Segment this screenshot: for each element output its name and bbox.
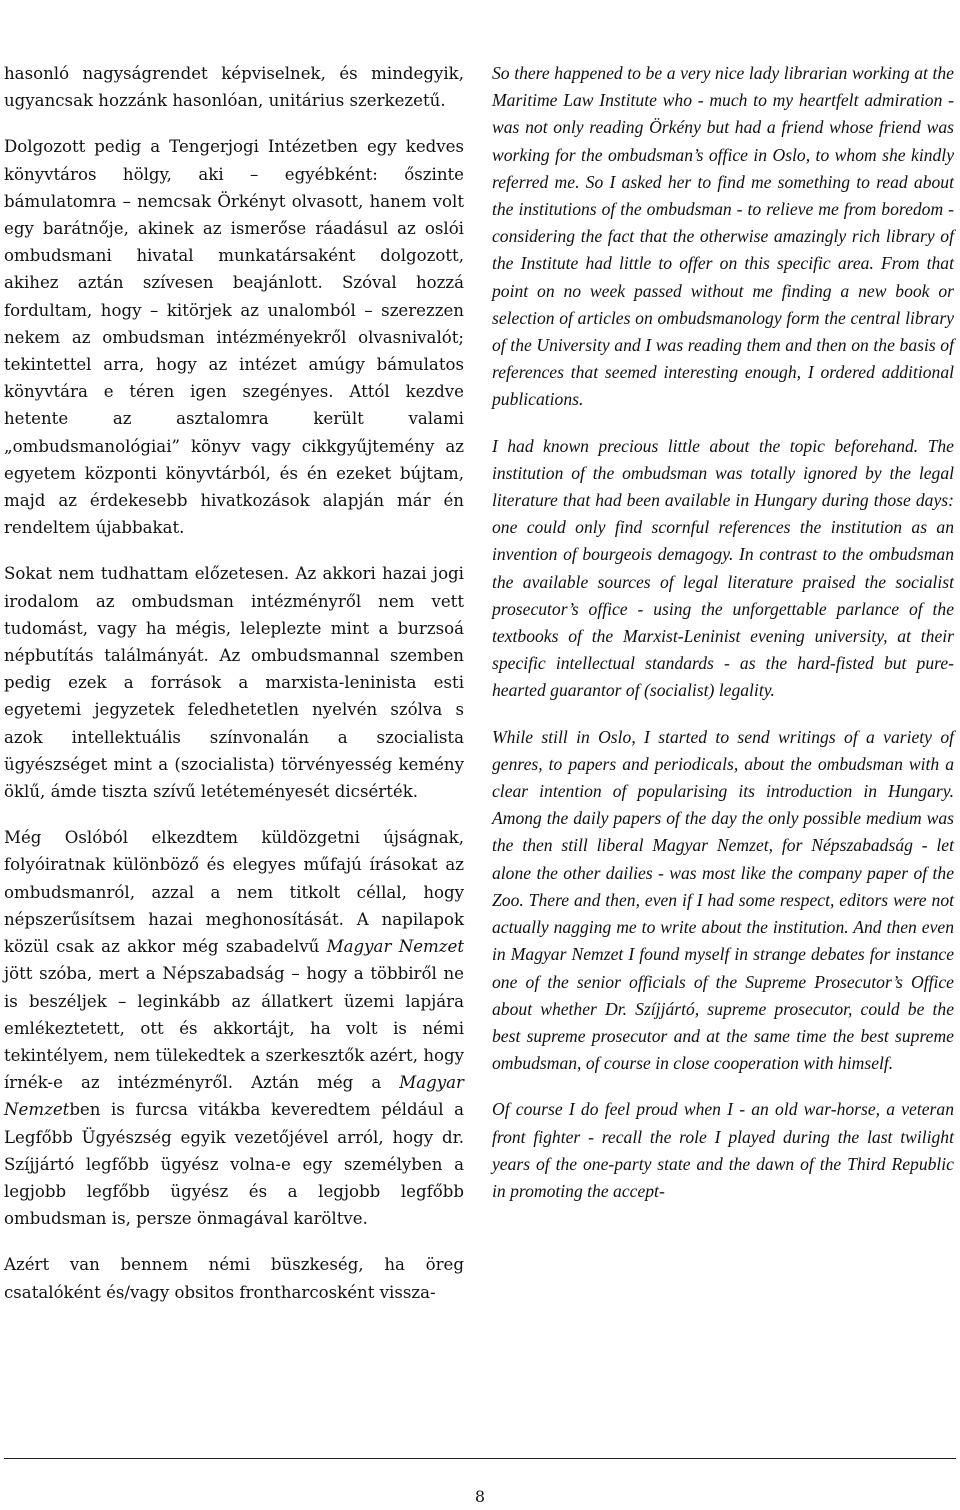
english-paragraph-3: While still in Oslo, I started to send writings of a variety of genres, to papers and periodicals, about the ombudsman with a clear intention of popularising its introduction in Hungary. Among the daily papers of the day the only possible medium was the then still liberal Magyar Nemzet, for Népszabadság - let alone the other dailies - was most like the company paper of the Zoo. There and then, even if I had some respect, editors were not actually nagging me to write about the institution. And then even in Magyar Nemzet I found myself in strange debates for instance one of the senior officials of the Supreme Prosecutor’s Office about whether Dr. Szíjjártó, supreme prosecutor, could be the best supreme prosecutor and at the same time the best supreme ombudsman, of course in close cooperation with himself. xyxy=(492,726,954,1074)
newspaper-title-magyar-nemzet: Magyar Nemzet xyxy=(326,937,465,957)
hungarian-paragraph-3: Sokat nem tudhattam előzetesen. Az akkori hazai jogi irodalom az ombudsman intézményről nem vett tudomást, vagy ha mégis, leleplezte mint a burzsoá népbutítás találmányát. Az ombudsmannal szemben pedig ezek a források a marxista-leninista esti egyetemi jegyzetek feledhetetlen nyelvén szólva s azok intellektuális színvonalán a szocialista ügyészséget mint a (szocialista) törvényesség kemény öklű, ámde tiszta szívű letéteményesét dicsérték. xyxy=(4,564,464,802)
english-paragraph-4: Of course I do feel proud when I - an old war-horse, a veteran front fighter - recall the role I played during the last twilight years of the one-party state and the dawn of the Third Republic in promoting the accept- xyxy=(492,1099,954,1201)
footer-divider xyxy=(4,1458,956,1459)
english-paragraph-2: I had known precious little about the topic beforehand. The institution of the ombudsman was totally ignored by the legal literature that had been available in Hungary during those days: one could only find scornful references the institution as an invention of bourgeois demagogy. In contrast to the ombudsman the available sources of legal literature praised the socialist prosecutor’s office - using the unforgettable parlance of the textbooks of the Marxist-Leninist evening university, at their specific intellectual standards - as the hard-fisted but pure-hearted guarantor of (socialist) legality. xyxy=(492,435,954,701)
english-text-column xyxy=(492,60,954,1224)
hungarian-paragraph-4 xyxy=(4,824,464,1232)
page-number: 8 xyxy=(474,1487,486,1506)
paragraph-4-part-b: jött szóba, mert a Népszabadság – hogy a többiről ne is beszéljek – leginkább az állatkert üzemi lapjára emlékeztetett, ott és akkortájt, ha volt is némi tekintélyem, nem tülekedtek a szerkesztők azért, hogy írnék-e az intézményről. Aztán még a xyxy=(4,964,464,1093)
newspaper-title-magyar-nemzet-2: Magyar Nemzet xyxy=(4,1073,464,1120)
hungarian-text-column xyxy=(4,60,464,1325)
hungarian-paragraph-1: hasonló nagyságrendet képviselnek, és mindegyik, ugyancsak hozzánk hasonlóan, unitárius szerkezetű. xyxy=(4,64,464,111)
english-paragraph-1: So there happened to be a very nice lady librarian working at the Maritime Law Institute who - much to my heartfelt admiration - was not only reading Örkény but had a friend whose friend was working for the ombudsman’s office in Oslo, to whom she kindly referred me. So I asked her to find me something to read about the institutions of the ombudsman - to relieve me from boredom - considering the fact that the otherwise amazingly rich library of the Institute had little to offer on this specific area. From that point on no week passed without me finding a new book or selection of articles on ombudsmanology form the central library of the University and I was reading them and then on the basis of references that seemed interesting enough, I ordered additional publications. xyxy=(492,63,954,410)
paragraph-4-part-c: ben is furcsa vitákba keveredtem például a Legfőbb Ügyészség egyik vezetőjével arról, hogy dr. Szíjjártó legfőbb ügyész volna-e egy személyben a legjobb legfőbb ügyész és a legjobb legfőbb ombudsman is, persze önmagával karöltve. xyxy=(4,1100,464,1229)
hungarian-paragraph-5: Azért van bennem némi büszkeség, ha öreg csatalóként és/vagy obsitos frontharcosként vissza- xyxy=(4,1255,464,1302)
paragraph-4-part-a: Még Oslóból elkezdtem küldözgetni újságnak, folyóiratnak különböző és elegyes műfajú írásokat az ombudsmanról, azzal a nem titkolt céllal, hogy népszerűsítsem hazai meghonosítását. A napilapok közül csak az akkor még szabadelvű xyxy=(4,828,464,957)
hungarian-paragraph-2: Dolgozott pedig a Tengerjogi Intézetben egy kedves könyvtáros hölgy, aki – egyébként: őszinte bámulatomra – nemcsak Örkényt olvasott, hanem volt egy barátnője, akinek az ismerőse ráadásul az oslói ombudsmani hivatal munkatársaként dolgozott, akihez aztán szívesen beajánlott. Szóval hozzá fordultam, hogy – kitörjek az unalomból – szerezzen nekem az ombudsman intézményekről olvasnivalót; tekintettel arra, hogy az intézet amúgy bámulatos könyvtára e téren igen szegényes. Attól kezdve hetente az asztalomra került valami „ombudsmanológiai” könyv vagy cikkgyűjtemény az egyetem központi könyvtárból, és én ezeket bújtam, majd az érdekesebb hivatkozások alapján már én rendeltem újabbakat. xyxy=(4,137,464,538)
